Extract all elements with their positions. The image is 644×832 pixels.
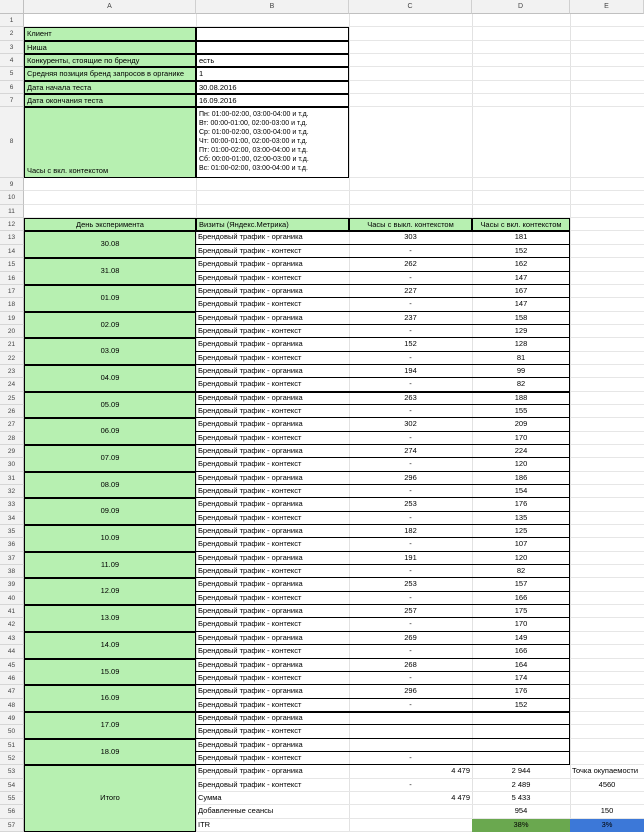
organic-hours-off[interactable]: 253 bbox=[349, 578, 472, 591]
schedule-line: Ср: 01:00-02:00, 03:00-04:00 и т.д. bbox=[199, 129, 309, 137]
context-hours-off[interactable]: - bbox=[349, 432, 472, 445]
row-header[interactable]: 29 bbox=[0, 445, 24, 458]
row-header[interactable]: 4 bbox=[0, 54, 24, 67]
organic-hours-on[interactable]: 158 bbox=[472, 312, 570, 325]
row-header[interactable]: 11 bbox=[0, 205, 24, 218]
organic-hours-on[interactable]: 176 bbox=[472, 498, 570, 511]
row-header[interactable]: 17 bbox=[0, 285, 24, 298]
breakeven-label[interactable]: Точка окупаемости bbox=[572, 766, 639, 776]
day-date[interactable]: 30.08 bbox=[24, 231, 196, 258]
row-label-context[interactable]: Брендовый трафик - контекст bbox=[196, 672, 349, 685]
organic-hours-off[interactable]: 269 bbox=[349, 632, 472, 645]
row-label-context[interactable]: Брендовый трафик - контекст bbox=[196, 485, 349, 498]
row-label-organic[interactable]: Брендовый трафик - органика bbox=[196, 392, 349, 405]
organic-hours-off[interactable]: 194 bbox=[349, 365, 472, 378]
day-date[interactable]: 12.09 bbox=[24, 578, 196, 605]
totals-context-label[interactable]: Брендовый трафик - контекст bbox=[198, 779, 302, 789]
row-header[interactable]: 44 bbox=[0, 645, 24, 658]
row-label-organic[interactable]: Брендовый трафик - органика bbox=[196, 712, 349, 725]
totals-itr-label[interactable]: ITR bbox=[198, 819, 211, 829]
row-label-context[interactable]: Брендовый трафик - контекст bbox=[196, 725, 349, 738]
totals-label[interactable]: Итого bbox=[24, 765, 196, 832]
organic-hours-off[interactable]: 263 bbox=[349, 392, 472, 405]
column-header-d[interactable]: D bbox=[472, 0, 570, 14]
day-date[interactable]: 04.09 bbox=[24, 365, 196, 392]
row-label-context[interactable]: Брендовый трафик - контекст bbox=[196, 245, 349, 258]
row-header[interactable]: 56 bbox=[0, 805, 24, 818]
row-label-organic[interactable]: Брендовый трафик - органика bbox=[196, 525, 349, 538]
row-label-context[interactable]: Брендовый трафик - контекст bbox=[196, 512, 349, 525]
row-label-organic[interactable]: Брендовый трафик - органика bbox=[196, 231, 349, 244]
info-value[interactable]: 16.09.2016 bbox=[196, 94, 349, 107]
info-value[interactable]: 30.08.2016 bbox=[196, 81, 349, 94]
row-label-context[interactable]: Брендовый трафик - контекст bbox=[196, 618, 349, 631]
context-hours-off[interactable]: - bbox=[349, 645, 472, 658]
row-label-organic[interactable]: Брендовый трафик - органика bbox=[196, 659, 349, 672]
day-date[interactable]: 02.09 bbox=[24, 312, 196, 339]
organic-hours-off[interactable]: 237 bbox=[349, 312, 472, 325]
row-label-context[interactable]: Брендовый трафик - контекст bbox=[196, 378, 349, 391]
organic-hours-off[interactable]: 227 bbox=[349, 285, 472, 298]
organic-hours-on[interactable]: 209 bbox=[472, 418, 570, 431]
context-hours-on[interactable]: 155 bbox=[472, 405, 570, 418]
row-header[interactable]: 6 bbox=[0, 81, 24, 94]
column-header-b[interactable]: B bbox=[196, 0, 349, 14]
organic-hours-off[interactable]: 191 bbox=[349, 552, 472, 565]
row-label-organic[interactable]: Брендовый трафик - органика bbox=[196, 472, 349, 485]
day-date[interactable]: 09.09 bbox=[24, 498, 196, 525]
organic-hours-on[interactable]: 162 bbox=[472, 258, 570, 271]
context-hours-off[interactable]: - bbox=[349, 752, 472, 765]
row-label-context[interactable]: Брендовый трафик - контекст bbox=[196, 298, 349, 311]
context-hours-off[interactable]: - bbox=[349, 565, 472, 578]
day-date[interactable]: 07.09 bbox=[24, 445, 196, 472]
context-hours-off[interactable]: - bbox=[349, 618, 472, 631]
row-label-organic[interactable]: Брендовый трафик - органика bbox=[196, 365, 349, 378]
row-header[interactable]: 7 bbox=[0, 94, 24, 107]
row-label-context[interactable]: Брендовый трафик - контекст bbox=[196, 432, 349, 445]
row-header[interactable]: 45 bbox=[0, 659, 24, 672]
organic-hours-off[interactable] bbox=[349, 712, 472, 725]
row-header[interactable]: 48 bbox=[0, 699, 24, 712]
context-hours-off[interactable]: - bbox=[349, 378, 472, 391]
row-label-organic[interactable]: Брендовый трафик - органика bbox=[196, 632, 349, 645]
row-header[interactable]: 46 bbox=[0, 672, 24, 685]
organic-hours-on[interactable]: 176 bbox=[472, 685, 570, 698]
hours-schedule[interactable] bbox=[196, 107, 349, 178]
column-header-e[interactable]: E bbox=[570, 0, 644, 14]
row-label-organic[interactable]: Брендовый трафик - органика bbox=[196, 685, 349, 698]
organic-hours-on[interactable]: 181 bbox=[472, 231, 570, 244]
row-label-context[interactable]: Брендовый трафик - контекст bbox=[196, 325, 349, 338]
context-hours-on[interactable]: 152 bbox=[472, 245, 570, 258]
row-label-organic[interactable]: Брендовый трафик - органика bbox=[196, 578, 349, 591]
context-hours-off[interactable]: - bbox=[349, 512, 472, 525]
context-hours-off[interactable]: - bbox=[349, 272, 472, 285]
context-hours-on[interactable] bbox=[472, 752, 570, 765]
e56-value[interactable]: 150 bbox=[600, 806, 614, 816]
row-label-context[interactable]: Брендовый трафик - контекст bbox=[196, 272, 349, 285]
context-hours-off[interactable]: - bbox=[349, 352, 472, 365]
context-hours-on[interactable]: 154 bbox=[472, 485, 570, 498]
row-header[interactable]: 14 bbox=[0, 245, 24, 258]
row-header[interactable]: 53 bbox=[0, 765, 24, 778]
row-header[interactable]: 40 bbox=[0, 592, 24, 605]
row-header[interactable]: 50 bbox=[0, 725, 24, 738]
row-label-organic[interactable]: Брендовый трафик - органика bbox=[196, 605, 349, 618]
context-hours-on[interactable]: 129 bbox=[472, 325, 570, 338]
day-date[interactable]: 17.09 bbox=[24, 712, 196, 739]
row-header[interactable]: 31 bbox=[0, 472, 24, 485]
row-header[interactable]: 3 bbox=[0, 41, 24, 54]
row-label-context[interactable]: Брендовый трафик - контекст bbox=[196, 565, 349, 578]
context-hours-on[interactable]: 170 bbox=[472, 618, 570, 631]
context-hours-on[interactable]: 82 bbox=[472, 378, 570, 391]
day-date[interactable]: 13.09 bbox=[24, 605, 196, 632]
organic-hours-on[interactable]: 157 bbox=[472, 578, 570, 591]
organic-hours-off[interactable]: 182 bbox=[349, 525, 472, 538]
organic-hours-on[interactable]: 224 bbox=[472, 445, 570, 458]
row-header[interactable]: 37 bbox=[0, 552, 24, 565]
organic-hours-off[interactable]: 296 bbox=[349, 472, 472, 485]
row-label-organic[interactable]: Брендовый трафик - органика bbox=[196, 445, 349, 458]
organic-hours-off[interactable]: 303 bbox=[349, 231, 472, 244]
totals-added-on[interactable]: 954 bbox=[514, 806, 528, 816]
row-header[interactable]: 57 bbox=[0, 819, 24, 832]
row-label-context[interactable]: Брендовый трафик - контекст bbox=[196, 645, 349, 658]
day-date[interactable]: 15.09 bbox=[24, 659, 196, 686]
day-date[interactable]: 16.09 bbox=[24, 685, 196, 712]
row-header[interactable]: 10 bbox=[0, 191, 24, 204]
context-hours-off[interactable]: - bbox=[349, 672, 472, 685]
row-header[interactable]: 26 bbox=[0, 405, 24, 418]
day-date[interactable]: 31.08 bbox=[24, 258, 196, 285]
row-header[interactable]: 32 bbox=[0, 485, 24, 498]
row-header[interactable]: 2 bbox=[0, 27, 24, 40]
day-date[interactable]: 03.09 bbox=[24, 338, 196, 365]
row-header[interactable]: 22 bbox=[0, 352, 24, 365]
row-header[interactable]: 54 bbox=[0, 779, 24, 792]
context-hours-on[interactable]: 147 bbox=[472, 272, 570, 285]
organic-hours-on[interactable]: 149 bbox=[472, 632, 570, 645]
row-header[interactable]: 16 bbox=[0, 272, 24, 285]
context-hours-off[interactable]: - bbox=[349, 699, 472, 712]
day-date[interactable]: 18.09 bbox=[24, 739, 196, 766]
totals-sum-on[interactable]: 5 433 bbox=[511, 792, 531, 802]
context-hours-off[interactable] bbox=[349, 725, 472, 738]
context-hours-on[interactable]: 174 bbox=[472, 672, 570, 685]
row-header[interactable]: 20 bbox=[0, 325, 24, 338]
context-hours-on[interactable]: 166 bbox=[472, 645, 570, 658]
row-header[interactable]: 34 bbox=[0, 512, 24, 525]
header-hours-off[interactable]: Часы с выкл. контекстом bbox=[349, 218, 472, 231]
day-date[interactable]: 14.09 bbox=[24, 632, 196, 659]
header-visits[interactable]: Визиты (Яндекс.Метрика) bbox=[196, 218, 349, 231]
e57-value[interactable]: 3% bbox=[570, 819, 644, 832]
organic-hours-on[interactable]: 188 bbox=[472, 392, 570, 405]
info-label[interactable]: Дата окончания теста bbox=[24, 94, 196, 107]
organic-hours-on[interactable]: 99 bbox=[472, 365, 570, 378]
context-hours-off[interactable]: - bbox=[349, 325, 472, 338]
row-header[interactable]: 9 bbox=[0, 178, 24, 191]
row-header[interactable]: 8 bbox=[0, 107, 24, 178]
context-hours-on[interactable]: 107 bbox=[472, 538, 570, 551]
organic-hours-on[interactable] bbox=[472, 739, 570, 752]
organic-hours-off[interactable]: 296 bbox=[349, 685, 472, 698]
row-header[interactable]: 33 bbox=[0, 498, 24, 511]
row-header[interactable]: 18 bbox=[0, 298, 24, 311]
organic-hours-off[interactable]: 253 bbox=[349, 498, 472, 511]
context-hours-on[interactable]: 152 bbox=[472, 699, 570, 712]
context-hours-on[interactable]: 81 bbox=[472, 352, 570, 365]
row-header[interactable]: 30 bbox=[0, 458, 24, 471]
organic-hours-off[interactable]: 274 bbox=[349, 445, 472, 458]
info-label[interactable]: Ниша bbox=[24, 41, 196, 54]
row-header[interactable]: 49 bbox=[0, 712, 24, 725]
hours-label[interactable]: Часы с вкл. контекстом bbox=[24, 107, 196, 178]
info-label[interactable]: Клиент bbox=[24, 27, 196, 40]
header-day[interactable]: День эксперимента bbox=[24, 218, 196, 231]
row-header[interactable]: 24 bbox=[0, 378, 24, 391]
row-header[interactable]: 19 bbox=[0, 312, 24, 325]
column-header-c[interactable]: C bbox=[349, 0, 472, 14]
row-label-organic[interactable]: Брендовый трафик - органика bbox=[196, 498, 349, 511]
organic-hours-on[interactable]: 186 bbox=[472, 472, 570, 485]
organic-hours-on[interactable]: 120 bbox=[472, 552, 570, 565]
info-label[interactable]: Конкуренты, стоящие по бренду bbox=[24, 54, 196, 67]
day-date[interactable]: 01.09 bbox=[24, 285, 196, 312]
totals-organic-label[interactable]: Брендовый трафик - органика bbox=[198, 766, 303, 776]
schedule-line: Пн: 01:00-02:00, 03:00-04:00 и т.д. bbox=[199, 111, 309, 119]
context-hours-off[interactable]: - bbox=[349, 245, 472, 258]
totals-context-off[interactable]: - bbox=[409, 779, 412, 789]
gridline-row bbox=[24, 204, 644, 205]
row-header[interactable]: 15 bbox=[0, 258, 24, 271]
context-hours-off[interactable]: - bbox=[349, 298, 472, 311]
context-hours-on[interactable]: 120 bbox=[472, 458, 570, 471]
row-header[interactable]: 12 bbox=[0, 218, 24, 231]
totals-added-label[interactable]: Добавленные сеансы bbox=[198, 806, 274, 816]
row-header[interactable]: 27 bbox=[0, 418, 24, 431]
row-header[interactable]: 43 bbox=[0, 632, 24, 645]
row-header[interactable]: 28 bbox=[0, 432, 24, 445]
info-value[interactable]: есть bbox=[196, 54, 349, 67]
totals-organic-off[interactable]: 4 479 bbox=[451, 766, 470, 776]
totals-context-on[interactable]: 2 489 bbox=[511, 779, 531, 789]
schedule-line: Пт: 01:00-02:00, 03:00-04:00 и т.д. bbox=[199, 147, 308, 155]
organic-hours-off[interactable]: 302 bbox=[349, 418, 472, 431]
organic-hours-off[interactable]: 257 bbox=[349, 605, 472, 618]
totals-organic-on[interactable]: 2 944 bbox=[511, 766, 531, 776]
context-hours-off[interactable]: - bbox=[349, 458, 472, 471]
header-hours-on[interactable]: Часы с вкл. контекстом bbox=[472, 218, 570, 231]
day-date[interactable]: 10.09 bbox=[24, 525, 196, 552]
row-header[interactable]: 38 bbox=[0, 565, 24, 578]
row-header[interactable]: 41 bbox=[0, 605, 24, 618]
totals-sum-label[interactable]: Сумма bbox=[198, 792, 222, 802]
context-hours-on[interactable]: 82 bbox=[472, 565, 570, 578]
context-hours-off[interactable]: - bbox=[349, 592, 472, 605]
info-value[interactable]: 1 bbox=[196, 67, 349, 80]
organic-hours-on[interactable]: 167 bbox=[472, 285, 570, 298]
gridline-col bbox=[570, 14, 571, 832]
row-label-organic[interactable]: Брендовый трафик - органика bbox=[196, 312, 349, 325]
row-label-organic[interactable]: Брендовый трафик - органика bbox=[196, 552, 349, 565]
context-hours-on[interactable]: 135 bbox=[472, 512, 570, 525]
row-header[interactable]: 1 bbox=[0, 14, 24, 27]
row-header[interactable]: 36 bbox=[0, 538, 24, 551]
row-header[interactable]: 5 bbox=[0, 67, 24, 80]
row-label-context[interactable]: Брендовый трафик - контекст bbox=[196, 405, 349, 418]
row-label-organic[interactable]: Брендовый трафик - органика bbox=[196, 285, 349, 298]
day-date[interactable]: 06.09 bbox=[24, 418, 196, 445]
row-label-organic[interactable]: Брендовый трафик - органика bbox=[196, 418, 349, 431]
row-header[interactable]: 13 bbox=[0, 231, 24, 244]
column-header-a[interactable]: A bbox=[24, 0, 196, 14]
totals-itr-on[interactable]: 38% bbox=[472, 819, 570, 832]
row-label-organic[interactable]: Брендовый трафик - органика bbox=[196, 338, 349, 351]
row-label-organic[interactable]: Брендовый трафик - органика bbox=[196, 258, 349, 271]
row-header[interactable]: 23 bbox=[0, 365, 24, 378]
day-date[interactable]: 11.09 bbox=[24, 552, 196, 579]
organic-hours-on[interactable]: 128 bbox=[472, 338, 570, 351]
totals-sum-off[interactable]: 4 479 bbox=[451, 792, 470, 802]
context-hours-on[interactable]: 170 bbox=[472, 432, 570, 445]
schedule-line: Вс: 01:00-02:00, 03:00-04:00 и т.д. bbox=[199, 165, 308, 173]
select-all-corner[interactable] bbox=[0, 0, 24, 14]
organic-hours-off[interactable] bbox=[349, 739, 472, 752]
context-hours-on[interactable] bbox=[472, 725, 570, 738]
gridline-row bbox=[24, 190, 644, 191]
row-header[interactable]: 47 bbox=[0, 685, 24, 698]
row-label-context[interactable]: Брендовый трафик - контекст bbox=[196, 592, 349, 605]
day-date[interactable]: 08.09 bbox=[24, 472, 196, 499]
day-date[interactable]: 05.09 bbox=[24, 392, 196, 419]
row-header[interactable]: 21 bbox=[0, 338, 24, 351]
breakeven-value[interactable]: 4560 bbox=[598, 779, 616, 789]
row-header[interactable]: 52 bbox=[0, 752, 24, 765]
row-header[interactable]: 25 bbox=[0, 392, 24, 405]
row-header[interactable]: 42 bbox=[0, 618, 24, 631]
context-hours-on[interactable]: 166 bbox=[472, 592, 570, 605]
organic-hours-on[interactable]: 175 bbox=[472, 605, 570, 618]
info-value[interactable] bbox=[196, 27, 349, 40]
organic-hours-on[interactable]: 164 bbox=[472, 659, 570, 672]
info-label[interactable]: Дата начала теста bbox=[24, 81, 196, 94]
organic-hours-on[interactable]: 125 bbox=[472, 525, 570, 538]
info-label[interactable]: Средняя позиция бренд запросов в органике bbox=[24, 67, 196, 80]
context-hours-off[interactable]: - bbox=[349, 405, 472, 418]
row-header[interactable]: 39 bbox=[0, 578, 24, 591]
row-label-context[interactable]: Брендовый трафик - контекст bbox=[196, 538, 349, 551]
organic-hours-off[interactable]: 262 bbox=[349, 258, 472, 271]
schedule-line: Чт: 00:00-01:00, 02:00-03:00 и т.д. bbox=[199, 138, 308, 146]
row-label-context[interactable]: Брендовый трафик - контекст bbox=[196, 352, 349, 365]
row-header[interactable]: 35 bbox=[0, 525, 24, 538]
context-hours-off[interactable]: - bbox=[349, 538, 472, 551]
row-header[interactable]: 51 bbox=[0, 739, 24, 752]
row-label-context[interactable]: Брендовый трафик - контекст bbox=[196, 458, 349, 471]
schedule-line: Вт: 00:00-01:00, 02:00-03:00 и т.д. bbox=[199, 120, 308, 128]
row-label-organic[interactable]: Брендовый трафик - органика bbox=[196, 739, 349, 752]
context-hours-off[interactable]: - bbox=[349, 485, 472, 498]
row-label-context[interactable]: Брендовый трафик - контекст bbox=[196, 752, 349, 765]
row-label-context[interactable]: Брендовый трафик - контекст bbox=[196, 699, 349, 712]
row-header[interactable]: 55 bbox=[0, 792, 24, 805]
info-value[interactable] bbox=[196, 41, 349, 54]
schedule-line: Сб: 00:00-01:00, 02:00-03:00 и т.д. bbox=[199, 156, 309, 164]
organic-hours-off[interactable]: 152 bbox=[349, 338, 472, 351]
organic-hours-off[interactable]: 268 bbox=[349, 659, 472, 672]
context-hours-on[interactable]: 147 bbox=[472, 298, 570, 311]
organic-hours-on[interactable] bbox=[472, 712, 570, 725]
